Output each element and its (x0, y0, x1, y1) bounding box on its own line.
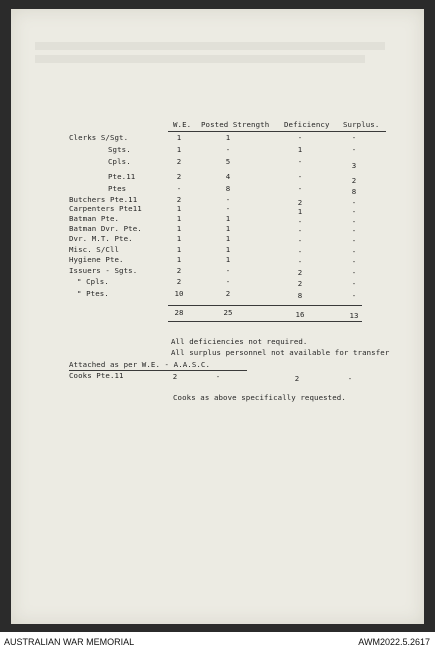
cell-deficiency: 1 (297, 207, 303, 216)
cell-we: 10 (174, 289, 184, 298)
archive-footer (0, 632, 435, 653)
cell-deficiency: - (297, 133, 303, 142)
note-surplus: All surplus personnel not available for transfer (171, 348, 390, 357)
cell-deficiency: - (297, 236, 303, 245)
cell-we: 1 (176, 145, 182, 154)
cell-we: 1 (176, 255, 182, 264)
cell-we: 1 (176, 245, 182, 254)
cell-deficiency: 2 (297, 268, 303, 277)
footer-institution: AUSTRALIAN WAR MEMORIAL (4, 637, 135, 647)
row-label: Hygiene Pte. (69, 255, 124, 264)
cell-posted: 8 (225, 184, 231, 193)
header-posted-strength: Posted Strength (201, 120, 270, 129)
cell-we: 2 (176, 195, 182, 204)
row-label: Ptes (108, 184, 127, 193)
cell-surplus: - (351, 207, 357, 216)
footer-reference: AWM2022.5.2617 (358, 637, 430, 647)
cell-surplus: - (347, 374, 353, 383)
attached-heading: Attached as per W.E. - A.A.S.C. (69, 360, 211, 369)
cell-posted: - (225, 145, 231, 154)
cell-surplus: - (351, 247, 357, 256)
row-label: Dvr. M.T. Pte. (69, 234, 133, 243)
header-underline (168, 131, 386, 132)
cell-deficiency: - (297, 172, 303, 181)
attached-note: Cooks as above specifically requested. (173, 393, 346, 402)
cell-deficiency: 2 (297, 198, 303, 207)
cell-posted: - (225, 195, 231, 204)
row-label: Cooks Pte.11 (69, 371, 124, 380)
totals-rule-top (168, 305, 362, 306)
total-surplus: 13 (349, 311, 359, 320)
row-label: Issuers - Sgts. (69, 266, 138, 275)
cell-posted: - (225, 204, 231, 213)
header-deficiency: Deficiency (284, 120, 330, 129)
cell-surplus: - (351, 226, 357, 235)
row-label: Misc. S/Cll (69, 245, 120, 254)
cell-surplus: - (351, 236, 357, 245)
cell-we: 2 (176, 277, 182, 286)
cell-we: 2 (172, 372, 178, 381)
cell-surplus: 3 (351, 161, 357, 170)
row-label: Butchers Pte.11 (69, 195, 138, 204)
cell-deficiency: - (297, 257, 303, 266)
cell-we: 2 (176, 157, 182, 166)
note-deficiencies: All deficiencies not required. (171, 337, 308, 346)
cell-we: 1 (176, 234, 182, 243)
cell-we: 1 (176, 214, 182, 223)
totals-rule-bottom (168, 321, 362, 322)
cell-we: 2 (176, 172, 182, 181)
cell-we: 2 (176, 266, 182, 275)
cell-deficiency: - (297, 247, 303, 256)
header-we: W.E. (173, 120, 192, 129)
row-label: Pte.11 (108, 172, 136, 181)
cell-posted: - (225, 277, 231, 286)
cell-surplus: 2 (351, 176, 357, 185)
cell-posted: 4 (225, 172, 231, 181)
cell-deficiency: - (297, 217, 303, 226)
cell-posted: 2 (225, 289, 231, 298)
cell-posted: 1 (225, 234, 231, 243)
row-label: Sgts. (108, 145, 131, 154)
bleed-through-line (35, 55, 365, 63)
cell-surplus: - (351, 217, 357, 226)
cell-surplus: - (351, 133, 357, 142)
cell-surplus: - (351, 291, 357, 300)
cell-posted: - (215, 372, 221, 381)
total-deficiency: 16 (295, 310, 305, 319)
cell-surplus: - (351, 198, 357, 207)
header-surplus: Surplus. (343, 120, 380, 129)
cell-posted: 1 (225, 133, 231, 142)
cell-surplus: - (351, 257, 357, 266)
cell-posted: 1 (225, 245, 231, 254)
row-label: Batman Pte. (69, 214, 120, 223)
cell-posted: 1 (225, 214, 231, 223)
cell-surplus: - (351, 145, 357, 154)
row-label: " Ptes. (77, 289, 109, 298)
cell-deficiency: 2 (294, 374, 300, 383)
row-label: " Cpls. (77, 277, 109, 286)
cell-deficiency: 2 (297, 279, 303, 288)
row-label: Clerks S/Sgt. (69, 133, 129, 142)
cell-posted: 1 (225, 255, 231, 264)
cell-posted: - (225, 266, 231, 275)
bleed-through-line (35, 42, 385, 50)
cell-deficiency: - (297, 226, 303, 235)
total-posted: 25 (223, 308, 233, 317)
cell-deficiency: - (297, 184, 303, 193)
cell-posted: 1 (225, 224, 231, 233)
cell-we: - (176, 184, 182, 193)
row-label: Carpenters Pte11 (69, 204, 142, 213)
row-label: Batman Dvr. Pte. (69, 224, 142, 233)
total-we: 28 (174, 308, 184, 317)
cell-we: 1 (176, 224, 182, 233)
row-label: Cpls. (108, 157, 131, 166)
cell-we: 1 (176, 204, 182, 213)
cell-surplus: - (351, 268, 357, 277)
cell-posted: 5 (225, 157, 231, 166)
cell-surplus: - (351, 279, 357, 288)
cell-deficiency: - (297, 157, 303, 166)
cell-surplus: 8 (351, 187, 357, 196)
cell-deficiency: 8 (297, 291, 303, 300)
cell-we: 1 (176, 133, 182, 142)
cell-deficiency: 1 (297, 145, 303, 154)
